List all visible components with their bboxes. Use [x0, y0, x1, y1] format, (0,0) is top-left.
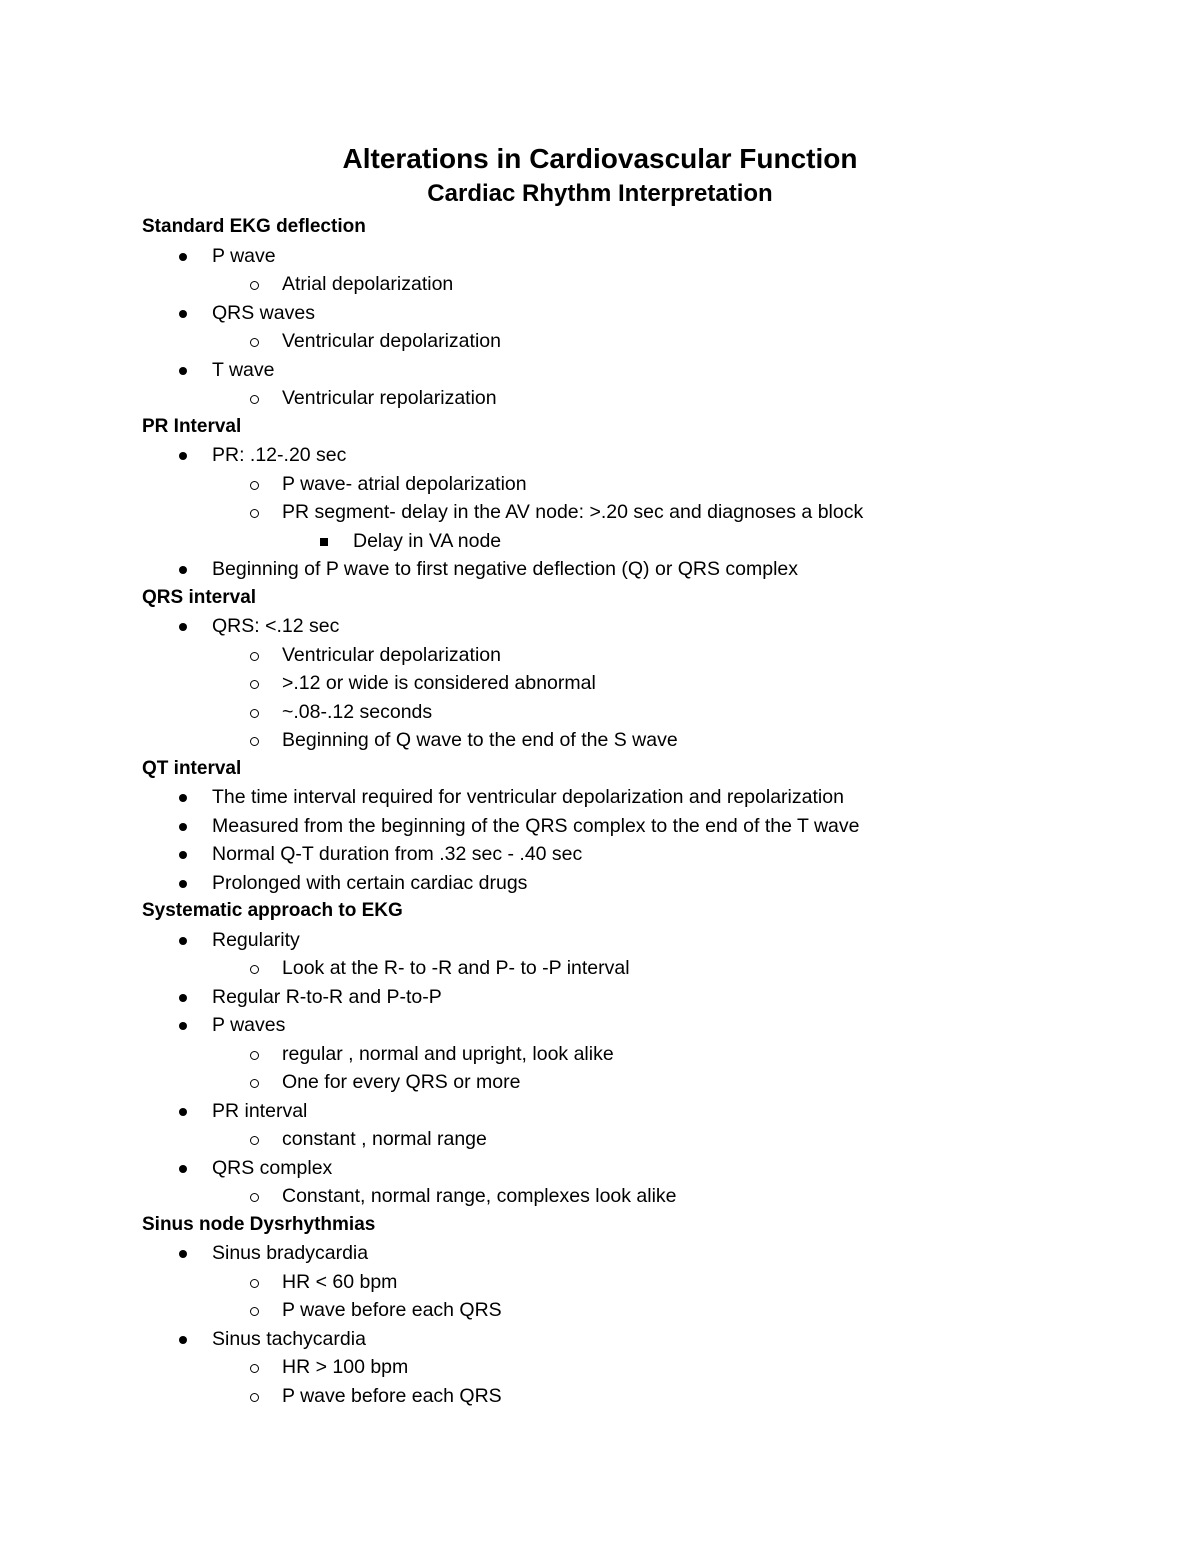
hollow-bullet-icon: [250, 1364, 259, 1373]
list-item-level-1: [142, 983, 1162, 1012]
list-item-level-2: [142, 698, 1162, 727]
list-item-text: One for every QRS or more: [282, 1071, 521, 1093]
list-item-level-2: [142, 270, 1162, 299]
list-item-text: T wave: [212, 358, 275, 381]
section-heading: Standard EKG deflection: [142, 216, 366, 237]
hollow-bullet-icon: [250, 1051, 259, 1060]
filled-bullet-icon: [179, 880, 187, 888]
list-item-text: Normal Q-T duration from .32 sec - .40 sec: [212, 843, 583, 865]
filled-bullet-icon: [179, 1022, 187, 1030]
list-item-level-2: [142, 1182, 1162, 1211]
list-item-level-2: [142, 641, 1162, 670]
list-item-text: ~.08-.12 seconds: [282, 700, 433, 723]
list-item-text: HR > 100 bpm: [282, 1356, 409, 1378]
list-item-level-1: [142, 783, 1162, 812]
list-item-text: P wave- atrial depolarization: [282, 472, 527, 495]
list-item-level-2: [142, 327, 1162, 356]
hollow-bullet-icon: [250, 1193, 259, 1202]
list-item-level-2: [142, 669, 1162, 698]
hollow-bullet-icon: [250, 737, 259, 746]
list-item-level-1: [142, 926, 1162, 955]
list-item-text: Sinus bradycardia: [212, 1242, 369, 1264]
list-item-level-2: [142, 498, 1162, 527]
list-item-level-2: [142, 1353, 1162, 1382]
list-item-text: Regularity: [212, 928, 300, 951]
list-item-level-2: [142, 1296, 1162, 1325]
filled-bullet-icon: [179, 1250, 187, 1258]
hollow-bullet-icon: [250, 652, 259, 661]
list-item-text: PR interval: [212, 1099, 308, 1122]
hollow-bullet-icon: [250, 1279, 259, 1288]
filled-bullet-icon: [179, 937, 187, 945]
hollow-bullet-icon: [250, 709, 259, 718]
hollow-bullet-icon: [250, 395, 259, 404]
list-item-text: Prolonged with certain cardiac drugs: [212, 871, 528, 894]
filled-bullet-icon: [179, 310, 187, 318]
list-item-text: P waves: [212, 1014, 286, 1036]
list-item-text: Beginning of P wave to first negative deflection (Q) or QRS complex: [212, 558, 799, 580]
document-subtitle: Cardiac Rhythm Interpretation: [427, 180, 773, 207]
list-item-text: P wave: [212, 244, 276, 267]
section-heading: Systematic approach to EKG: [142, 900, 403, 921]
list-item-text: The time interval required for ventricular depolarization and repolarization: [212, 786, 844, 808]
filled-bullet-icon: [179, 367, 187, 375]
list-item-level-1: [142, 612, 1162, 641]
list-item-level-3: [142, 527, 1162, 556]
list-item-text: HR < 60 bpm: [282, 1270, 398, 1293]
list-item-level-1: [142, 299, 1162, 328]
list-item-text: regular , normal and upright, look alike: [282, 1042, 614, 1065]
section-heading: Sinus node Dysrhythmias: [142, 1213, 376, 1235]
filled-bullet-icon: [179, 994, 187, 1002]
list-item-level-2: [142, 1125, 1162, 1154]
list-item-text: >.12 or wide is considered abnormal: [282, 672, 596, 694]
hollow-bullet-icon: [250, 965, 259, 974]
list-item-level-2: [142, 1068, 1162, 1097]
list-item-level-1: [142, 1239, 1162, 1268]
list-item-text: Ventricular repolarization: [282, 387, 497, 409]
filled-bullet-icon: [179, 1165, 187, 1173]
list-item-level-2: [142, 1382, 1162, 1411]
hollow-bullet-icon: [250, 338, 259, 347]
list-item-level-1: [142, 1325, 1162, 1354]
filled-bullet-icon: [179, 823, 187, 831]
list-item-text: Ventricular depolarization: [282, 643, 501, 666]
filled-bullet-icon: [179, 851, 187, 859]
list-item-level-1: [142, 242, 1162, 271]
section-heading: QRS interval: [142, 586, 257, 608]
filled-bullet-icon: [179, 566, 187, 574]
hollow-bullet-icon: [250, 509, 259, 518]
hollow-bullet-icon: [250, 1136, 259, 1145]
filled-bullet-icon: [179, 794, 187, 802]
list-item-level-2: [142, 1040, 1162, 1069]
list-item-text: QRS complex: [212, 1156, 333, 1179]
list-item-level-1: [142, 812, 1162, 841]
filled-bullet-icon: [179, 452, 187, 460]
square-bullet-icon: [320, 538, 328, 546]
hollow-bullet-icon: [250, 1393, 259, 1402]
list-item-level-1: [142, 555, 1162, 584]
section-heading: PR Interval: [142, 415, 242, 437]
list-item-text: QRS waves: [212, 301, 315, 324]
list-item-text: Beginning of Q wave to the end of the S wave: [282, 729, 678, 751]
list-item-level-1: [142, 1154, 1162, 1183]
filled-bullet-icon: [179, 1108, 187, 1116]
list-item-text: P wave before each QRS: [282, 1384, 502, 1407]
filled-bullet-icon: [179, 253, 187, 261]
hollow-bullet-icon: [250, 481, 259, 490]
document-body: [142, 213, 1162, 1410]
list-item-level-1: [142, 356, 1162, 385]
list-item-text: Measured from the beginning of the QRS complex to the end of the T wave: [212, 814, 860, 837]
hollow-bullet-icon: [250, 680, 259, 689]
list-item-text: Delay in VA node: [353, 529, 502, 552]
list-item-level-2: [142, 954, 1162, 983]
hollow-bullet-icon: [250, 281, 259, 290]
list-item-level-1: [142, 1097, 1162, 1126]
filled-bullet-icon: [179, 623, 187, 631]
list-item-level-1: [142, 1011, 1162, 1040]
list-item-text: Constant, normal range, complexes look alike: [282, 1185, 677, 1207]
hollow-bullet-icon: [250, 1079, 259, 1088]
list-item-text: PR: .12-.20 sec: [212, 444, 347, 466]
section-heading: QT interval: [142, 757, 242, 779]
list-item-text: QRS: <.12 sec: [212, 615, 340, 637]
list-item-text: Sinus tachycardia: [212, 1327, 366, 1350]
list-item-text: Atrial depolarization: [282, 273, 454, 295]
document-title: Alterations in Cardiovascular Function: [342, 143, 858, 174]
list-item-level-2: [142, 726, 1162, 755]
list-item-text: Regular R-to-R and P-to-P: [212, 985, 442, 1008]
list-item-level-1: [142, 840, 1162, 869]
list-item-text: Ventricular depolarization: [282, 330, 501, 352]
list-item-level-2: [142, 470, 1162, 499]
list-item-level-2: [142, 384, 1162, 413]
list-item-text: PR segment- delay in the AV node: >.20 sec and diagnoses a block: [282, 501, 864, 523]
list-item-level-1: [142, 441, 1162, 470]
list-item-text: Look at the R- to -R and P- to -P interval: [282, 957, 630, 979]
list-item-level-2: [142, 1268, 1162, 1297]
hollow-bullet-icon: [250, 1307, 259, 1316]
filled-bullet-icon: [179, 1336, 187, 1344]
list-item-text: P wave before each QRS: [282, 1299, 502, 1321]
list-item-level-1: [142, 869, 1162, 898]
list-item-text: constant , normal range: [282, 1128, 487, 1150]
